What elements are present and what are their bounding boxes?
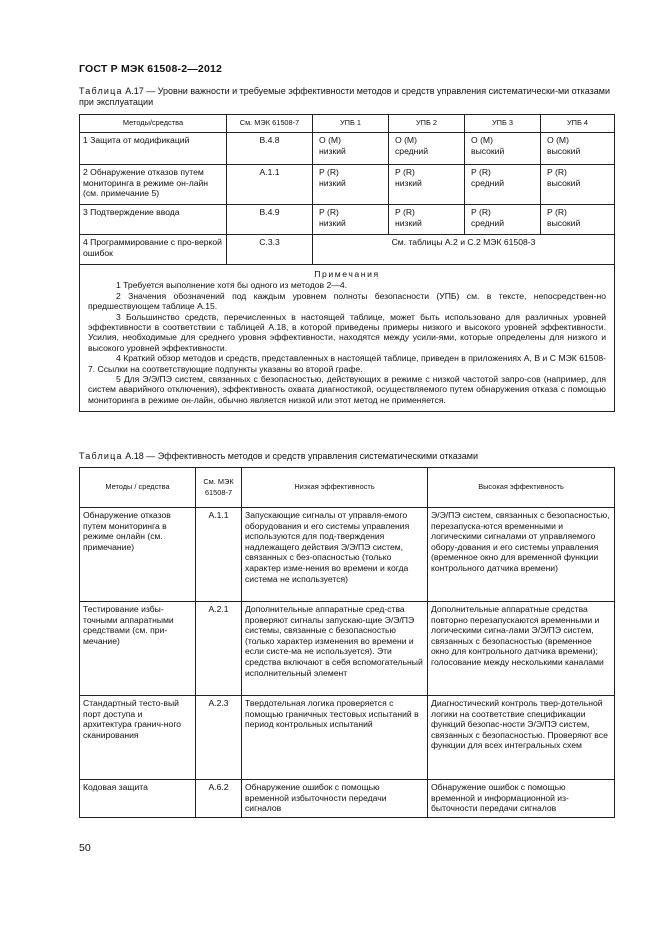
method-cell: Обнаружение отказов путем мониторинга в режиме онлайн (см. примечание) — [80, 508, 196, 602]
sil-cell — [389, 133, 465, 165]
ref-cell: A.1.1 — [196, 508, 242, 602]
rec-code: O (M) — [319, 135, 341, 145]
table17-col-ref: См. МЭК 61508-7 — [227, 115, 313, 133]
table-row — [80, 133, 615, 165]
table-row — [80, 235, 615, 265]
rec-code: P (R) — [547, 207, 567, 217]
effectiveness: высокий — [471, 145, 505, 156]
table17-col-sil2: УПБ 2 — [389, 115, 465, 133]
span-cell: См. таблицы A.2 и C.2 МЭК 61508-3 — [313, 235, 615, 265]
effectiveness: низкий — [395, 177, 422, 188]
low-effectiveness-cell: Запускающие сигналы от управля-емого оборудования и его системы управления используются для под-тверждения надлежащего действия Э/Э/ПЭ систем, связанных с без-опасностью (только характер изме-нения во времени и когда система не используется) — [242, 508, 428, 602]
table-row — [80, 508, 615, 602]
method-cell: Тестирование избы-точными аппаратными средствами (см. при-мечание) — [80, 602, 196, 696]
sil-cell — [541, 133, 615, 165]
rec-code: P (R) — [547, 167, 567, 177]
table17-header-row — [80, 115, 615, 133]
rec-code: P (R) — [395, 167, 415, 177]
note-item: 5 Для Э/Э/ПЭ систем, связанных с безопасностью, действующих в режиме с низкой частотой запро-сов (например, для систем аварийного отключения), эффективность охвата диагностикой, осуществляемого путем обнаружения отказа с помощью мониторинга в режиме он-лайн, обычно является низкой или этот метод не применяется. — [88, 374, 606, 405]
effectiveness: средний — [471, 177, 505, 188]
sil-cell — [465, 165, 541, 205]
table18-caption-text: A.18 — Эффективность методов и средств управления систематическими отказами — [122, 451, 478, 461]
note-item: 4 Краткий обзор методов и средств, представленных в настоящей таблице, приведен в приложениях A, B и C МЭК 61508-7. Ссылки на соответствующие подпункты указаны во второй графе. — [88, 353, 606, 374]
note-item: 2 Значения обозначений под каждым уровнем полноты безопасности (УПБ) см. в тексте, непосредствен-но предшествующем таблице A.15. — [88, 290, 606, 312]
low-effectiveness-cell: Обнаружение ошибок с помощью временной избыточности передачи сигналов — [242, 780, 428, 818]
note-item: 3 Большинство средств, перечисленных в настоящей таблице, может быть использовано для различных уровней эффективности в соответствии с таблицей A.18, в которой приведены примеры низкого и высокого уровней эффективности. Усилия, необходимые для среднего уровня эффективности, находятся между усили-ями, которые определены для низкого и высокого уровней эффективности. — [88, 311, 606, 353]
effectiveness: низкий — [319, 145, 346, 156]
ref-cell: B.4.8 — [227, 133, 313, 165]
ref-cell: A.6.2 — [196, 780, 242, 818]
table17-caption-label: Таблица — [79, 86, 123, 96]
table-row — [80, 205, 615, 235]
effectiveness: средний — [471, 217, 505, 228]
method-cell: 4 Программирование с про-веркой ошибок — [80, 235, 227, 265]
note-item: 1 Требуется выполнение хотя бы одного из методов 2—4. — [116, 280, 347, 291]
sil-cell — [313, 165, 389, 205]
sil-cell — [313, 205, 389, 235]
rec-code: P (R) — [471, 207, 491, 217]
table17-notes — [80, 265, 615, 412]
low-effectiveness-cell: Дополнительные аппаратные сред-ства проверяют сигналы запускаю-щие Э/Э/ПЭ системы, связанные с безопасностью (только характер изменения во времени и если систе-ма не используется). Эти средства включают в себя вспомогательный исполнительный элемент — [242, 602, 428, 696]
rec-code: O (M) — [471, 135, 493, 145]
table18-col-methods: Методы / средства — [80, 468, 196, 508]
high-effectiveness-cell: Э/Э/ПЭ систем, связанных с безопасностью, перезапуска-ются временными и логическими сигналами от управляемого обору-дования и его системы управления (временное окно для временной функции контрольного датчика времени) — [428, 508, 615, 602]
method-cell: Кодовая защита — [80, 780, 196, 818]
table-row — [80, 780, 615, 818]
ref-cell: B.4.9 — [227, 205, 313, 235]
notes-title: Примечания — [314, 269, 380, 279]
ref-cell: A.1.1 — [227, 165, 313, 205]
method-cell: Стандартный тесто-вый порт доступа и архитектура гранич-ного сканирования — [80, 696, 196, 780]
rec-code: O (M) — [395, 135, 417, 145]
table-row — [80, 602, 615, 696]
sil-cell — [465, 205, 541, 235]
effectiveness: высокий — [547, 145, 581, 156]
table18-caption — [79, 451, 614, 462]
table-row — [80, 696, 615, 780]
high-effectiveness-cell: Дополнительные аппаратные средства повторно перезапускаются временными и логическими сигна-лами Э/Э/ПЭ систем, связанных с безопасностью (временное окно для контрольного датчика времени); голосование между несколькими каналами — [428, 602, 615, 696]
ref-cell: A.2.1 — [196, 602, 242, 696]
table17-col-sil4: УПБ 4 — [541, 115, 615, 133]
high-effectiveness-cell: Обнаружение ошибок с помощью временной и информационной из-быточности передачи сигналов — [428, 780, 615, 818]
method-cell: 2 Обнаружение отказов путем мониторинга в режиме он-лайн (см. примечание 5) — [80, 165, 227, 205]
table17-col-methods: Методы/средства — [80, 115, 227, 133]
rec-code: P (R) — [319, 167, 339, 177]
table-a18 — [79, 467, 615, 818]
table-a17 — [79, 114, 615, 412]
low-effectiveness-cell: Твердотельная логика проверяется с помощью граничных тестовых испытаний в период контрольных испытаний — [242, 696, 428, 780]
sil-cell — [541, 205, 615, 235]
table17-col-sil1: УПБ 1 — [313, 115, 389, 133]
rec-code: O (M) — [547, 135, 569, 145]
high-effectiveness-cell: Диагностический контроль твер-дотельной логики на соответствие спецификации функций безопас-ности Э/Э/ПЭ систем, связанных с безопасностью. Проверяют все функции для всех интегральных схем — [428, 696, 615, 780]
table-row — [80, 165, 615, 205]
sil-cell — [389, 205, 465, 235]
table18-caption-label: Таблица — [79, 451, 123, 461]
table18-col-ref: См. МЭК 61508-7 — [196, 468, 242, 508]
effectiveness: низкий — [319, 177, 346, 188]
rec-code: P (R) — [319, 207, 339, 217]
table17-caption — [79, 86, 614, 108]
ref-cell: C.3.3 — [227, 235, 313, 265]
effectiveness: низкий — [319, 217, 346, 228]
page-number: 50 — [79, 842, 91, 854]
table18-col-high: Высокая эффективность — [428, 468, 615, 508]
ref-cell: A.2.3 — [196, 696, 242, 780]
sil-cell — [465, 133, 541, 165]
effectiveness: низкий — [395, 217, 422, 228]
table17-col-sil3: УПБ 3 — [465, 115, 541, 133]
method-cell: 3 Подтверждение ввода — [80, 205, 227, 235]
effectiveness: средний — [395, 145, 429, 156]
table17-caption-text: A.17 — Уровни важности и требуемые эффективности методов и средств управления систематически-ми отказами при эксплуатации — [79, 86, 610, 107]
table18-header-row — [80, 468, 615, 508]
rec-code: P (R) — [395, 207, 415, 217]
doc-code-header: ГОСТ Р МЭК 61508-2—2012 — [79, 63, 223, 75]
method-cell: 1 Защита от модификаций — [80, 133, 227, 165]
rec-code: P (R) — [471, 167, 491, 177]
table18-col-low: Низкая эффективность — [242, 468, 428, 508]
effectiveness: высокий — [547, 177, 581, 188]
effectiveness: высокий — [547, 217, 581, 228]
sil-cell — [313, 133, 389, 165]
table17-notes-row — [80, 265, 615, 412]
sil-cell — [389, 165, 465, 205]
sil-cell — [541, 165, 615, 205]
